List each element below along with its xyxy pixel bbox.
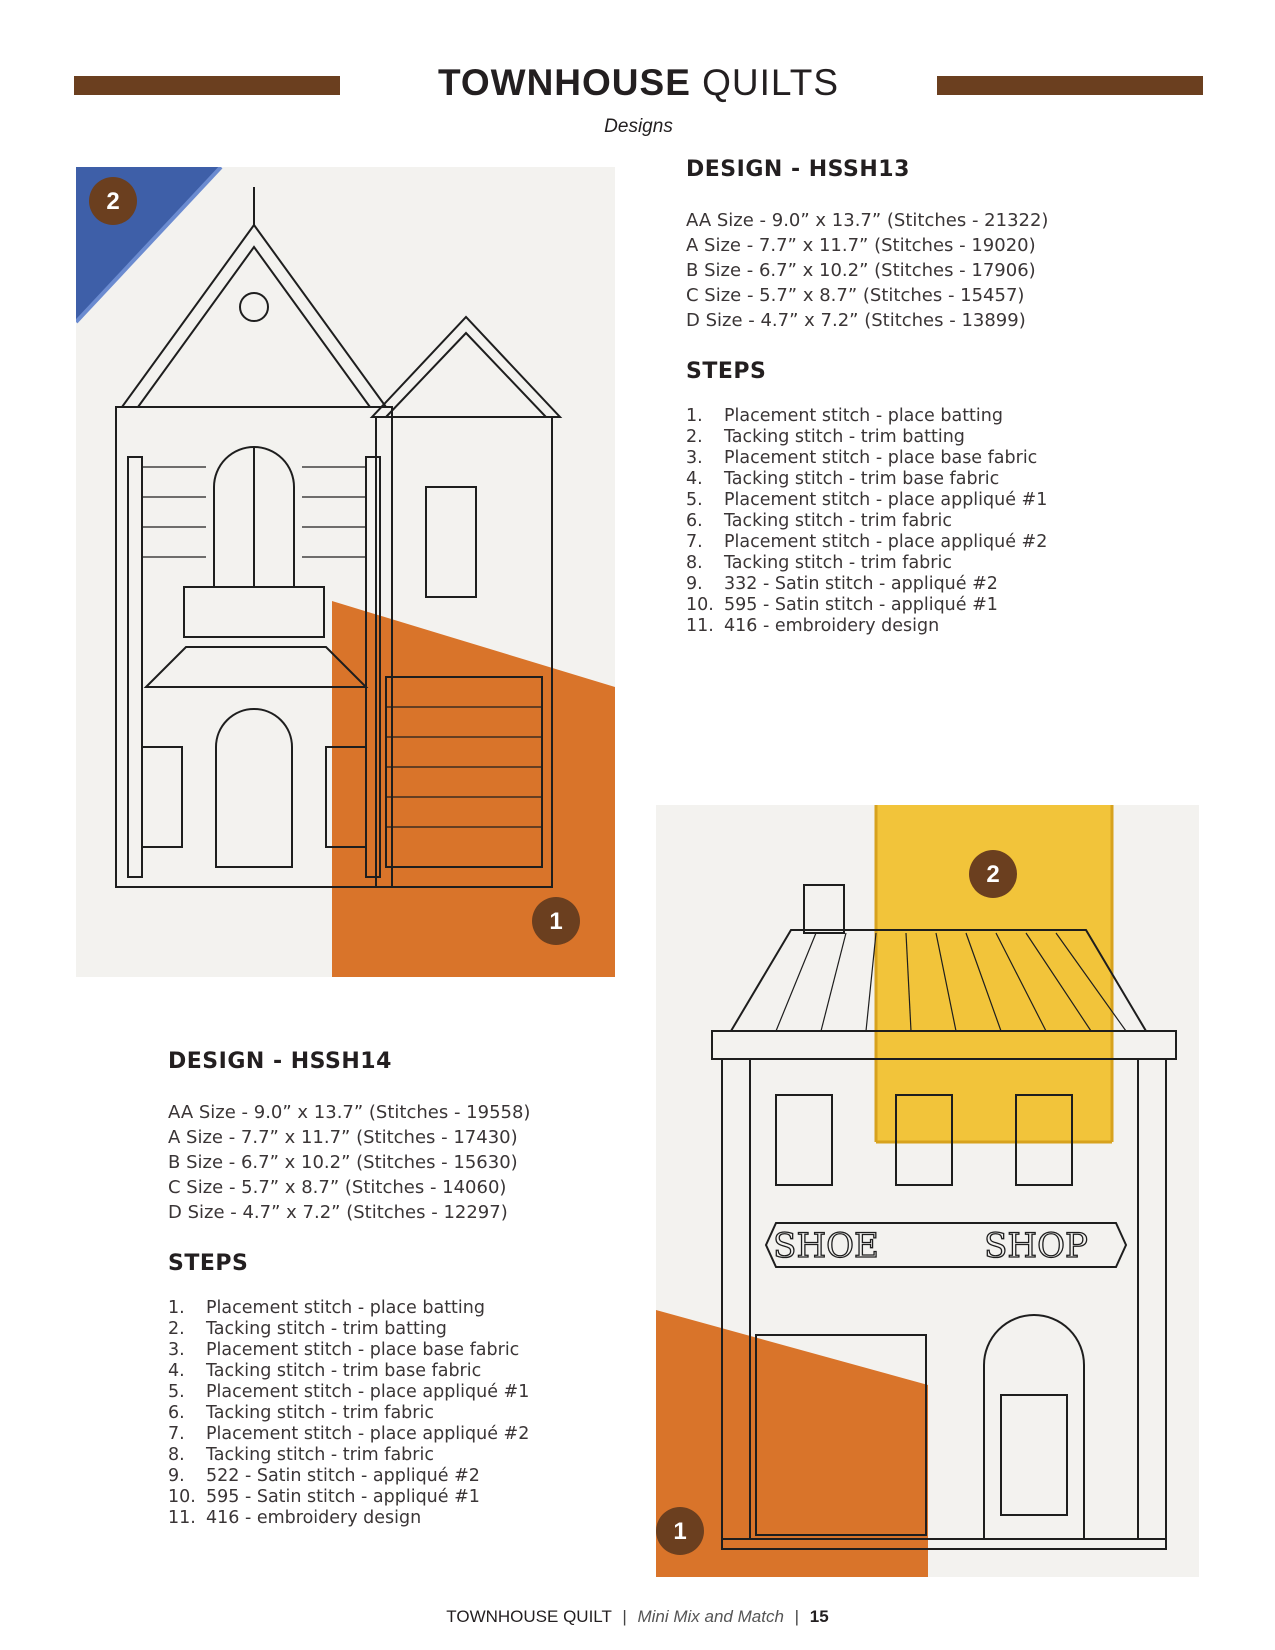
step-text: 416 - embroidery design [724,616,940,636]
size-row: D Size - 4.7” x 7.2” (Stitches - 12297) [168,1202,508,1223]
step-number: 5. [168,1382,185,1402]
step-number: 8. [168,1445,185,1465]
step-number: 9. [168,1466,185,1486]
step-number: 7. [168,1424,185,1444]
page-title [340,62,937,104]
badge-1-townhouse: 1 [549,908,563,935]
badge-2-townhouse: 2 [106,188,120,215]
step-text: Tacking stitch - trim fabric [724,553,952,573]
steps-heading: STEPS [686,359,767,384]
step-text: Placement stitch - place appliqué #1 [724,490,1048,510]
step-item [686,469,1206,490]
size-list [686,208,1206,333]
badge-1-shoe-shop: 1 [673,1518,687,1545]
size-row: B Size - 6.7” x 10.2” (Stitches - 17906) [686,260,1036,281]
step-text: 416 - embroidery design [206,1508,422,1528]
design-heading: DESIGN - HSSH14 [168,1049,392,1074]
step-text: Placement stitch - place appliqué #1 [206,1382,530,1402]
sign-shoe: SHOE [773,1226,879,1266]
step-text: Placement stitch - place base fabric [724,448,1038,468]
step-item [686,616,1206,637]
step-item [168,1340,638,1361]
design-hssh14 [168,1049,638,1529]
step-number: 3. [168,1340,185,1360]
step-item [686,595,1206,616]
steps-list [168,1298,638,1529]
step-item [168,1508,638,1529]
step-item [686,490,1206,511]
step-item [686,511,1206,532]
footer-title: TOWNHOUSE QUILT [446,1607,612,1626]
steps-list [686,406,1206,637]
step-item [168,1382,638,1403]
step-text: 595 - Satin stitch - appliqué #1 [724,595,998,615]
size-row: C Size - 5.7” x 8.7” (Stitches - 14060) [168,1177,507,1198]
step-text: Tacking stitch - trim fabric [206,1403,434,1423]
step-item [686,532,1206,553]
step-text: 332 - Satin stitch - appliqué #2 [724,574,998,594]
step-number: 2. [168,1319,185,1339]
step-number: 6. [686,511,703,531]
step-item [686,406,1206,427]
size-row: D Size - 4.7” x 7.2” (Stitches - 13899) [686,310,1026,331]
size-row: A Size - 7.7” x 11.7” (Stitches - 17430) [168,1127,518,1148]
step-number: 4. [168,1361,185,1381]
step-number: 11. [686,616,714,636]
step-text: Placement stitch - place appliqué #2 [724,532,1048,552]
quilt-photo-shoe-shop [656,805,1199,1577]
step-text: Tacking stitch - trim base fabric [206,1361,482,1381]
step-number: 11. [168,1508,196,1528]
footer-subtitle: Mini Mix and Match [637,1607,784,1626]
size-row: B Size - 6.7” x 10.2” (Stitches - 15630) [168,1152,518,1173]
step-text: Placement stitch - place base fabric [206,1340,520,1360]
step-text: Tacking stitch - trim batting [724,427,965,447]
step-number: 1. [168,1298,185,1318]
step-number: 7. [686,532,703,552]
step-text: Placement stitch - place batting [724,406,1003,426]
step-number: 5. [686,490,703,510]
size-row: AA Size - 9.0” x 13.7” (Stitches - 21322) [686,210,1049,231]
step-text: Tacking stitch - trim fabric [724,511,952,531]
step-item [168,1319,638,1340]
step-text: Placement stitch - place appliqué #2 [206,1424,530,1444]
quilt-photo-townhouse [76,167,615,977]
design-heading: DESIGN - HSSH13 [686,157,910,182]
step-text: Tacking stitch - trim batting [206,1319,447,1339]
step-number: 9. [686,574,703,594]
step-item [686,427,1206,448]
sign-shop: SHOP [984,1226,1088,1266]
step-number: 10. [168,1487,196,1507]
step-item [168,1403,638,1424]
step-number: 8. [686,553,703,573]
page-subtitle: Designs [604,116,673,137]
step-number: 1. [686,406,703,426]
design-hssh13 [686,157,1206,637]
header-rule-right [937,76,1203,95]
step-text: 522 - Satin stitch - appliqué #2 [206,1466,480,1486]
step-item [168,1361,638,1382]
size-row: AA Size - 9.0” x 13.7” (Stitches - 19558) [168,1102,531,1123]
footer-separator: | [622,1607,627,1626]
title-light: QUILTS [702,62,840,103]
step-text: Tacking stitch - trim base fabric [724,469,1000,489]
size-row: C Size - 5.7” x 8.7” (Stitches - 15457) [686,285,1025,306]
step-item [686,553,1206,574]
step-item [168,1298,638,1319]
step-number: 3. [686,448,703,468]
step-text: 595 - Satin stitch - appliqué #1 [206,1487,480,1507]
step-item [686,448,1206,469]
page-footer [0,1607,1275,1627]
step-item [168,1424,638,1445]
step-item [168,1466,638,1487]
step-number: 2. [686,427,703,447]
size-row: A Size - 7.7” x 11.7” (Stitches - 19020) [686,235,1036,256]
step-number: 4. [686,469,703,489]
step-item [168,1487,638,1508]
footer-separator: | [794,1607,800,1626]
header-rule-left [74,76,340,95]
step-number: 6. [168,1403,185,1423]
step-number: 10. [686,595,714,615]
size-list [168,1100,638,1225]
step-item [686,574,1206,595]
step-item [168,1445,638,1466]
badge-2-shoe-shop: 2 [986,861,1000,888]
step-text: Placement stitch - place batting [206,1298,485,1318]
step-text: Tacking stitch - trim fabric [206,1445,434,1465]
steps-heading: STEPS [168,1251,249,1276]
title-bold: TOWNHOUSE [437,62,691,103]
page-number: 15 [809,1607,829,1626]
